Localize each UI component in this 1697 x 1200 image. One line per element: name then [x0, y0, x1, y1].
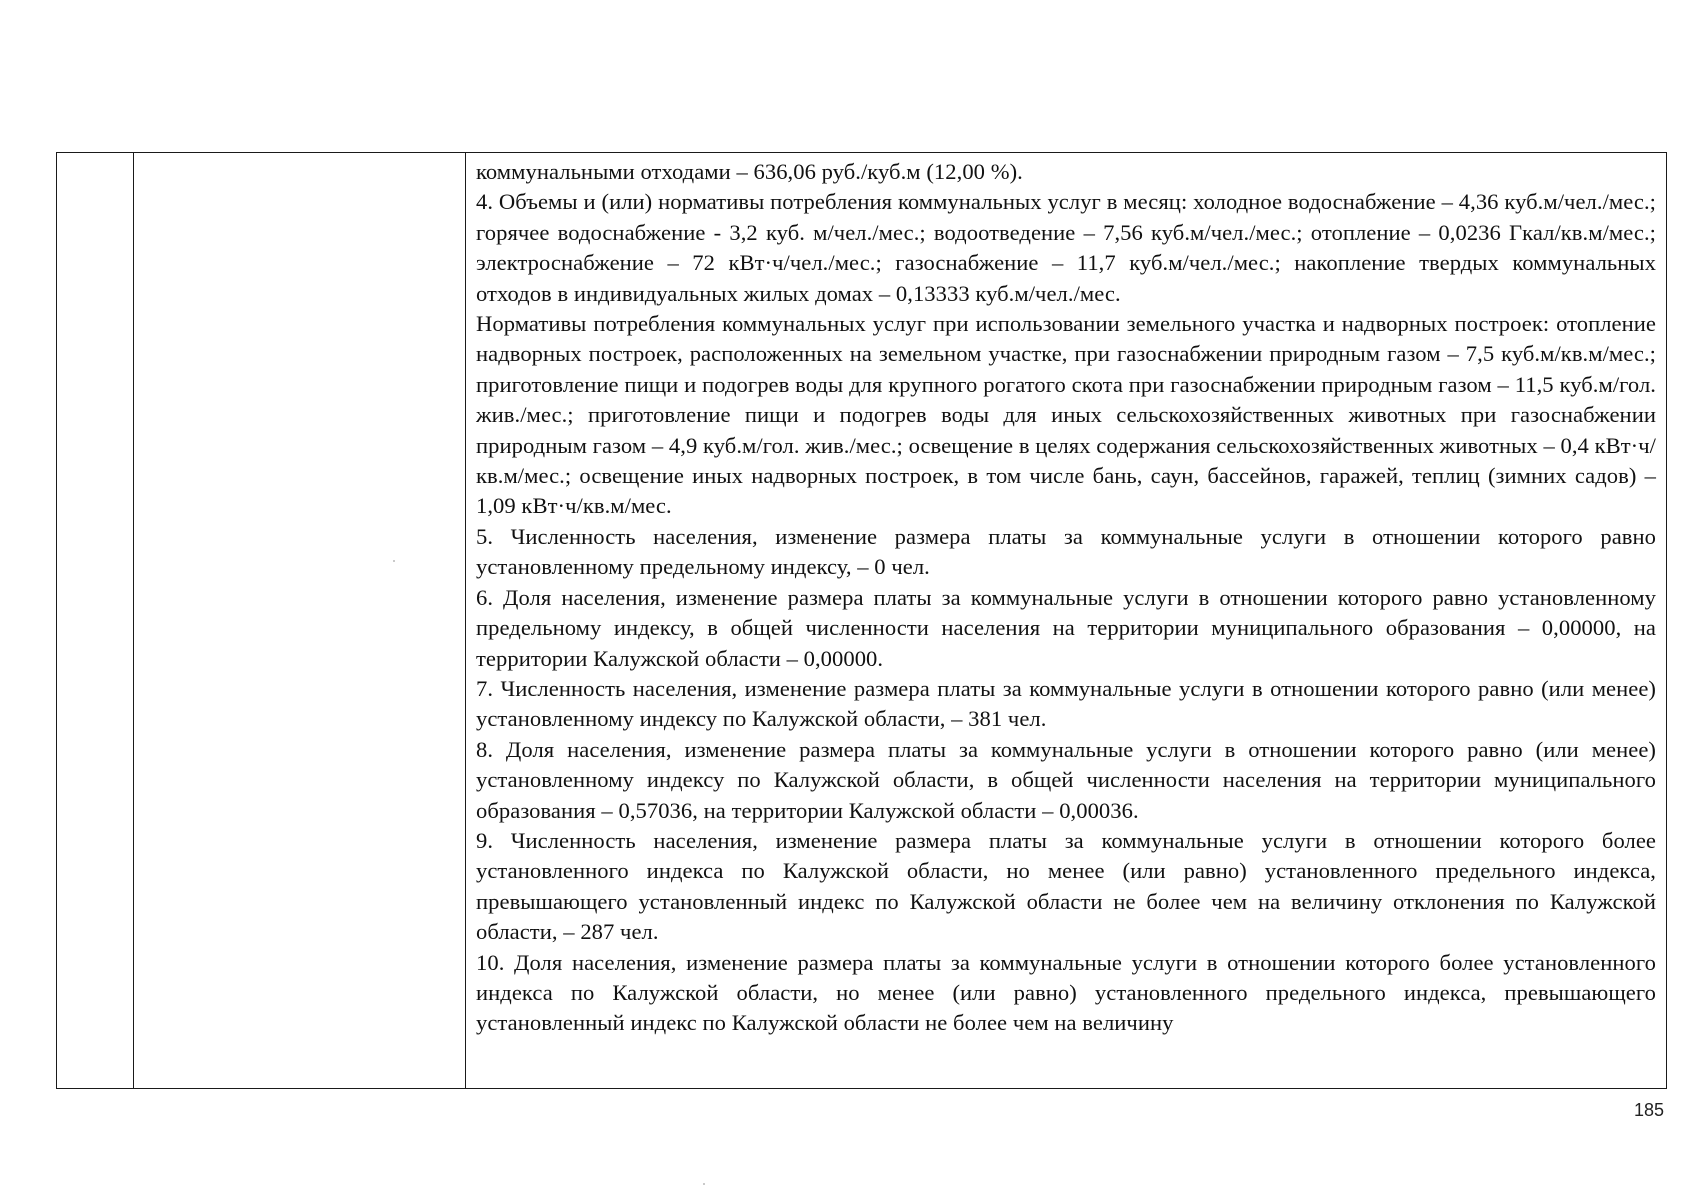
page-number: 185 [1633, 1100, 1664, 1120]
paragraph-item-10: 10. Доля населения, изменение размера платы за коммунальные услуги в отношении которого более установленного индекса по Калужской области, но менее (или равно) установленного предельного индекса, превышающего установленный индекс по Калужской области не более чем на величину [476, 949, 1656, 1036]
document-table [56, 152, 1667, 1089]
paragraph-item-9: 9. Численность населения, изменение размера платы за коммунальные услуги в отношении которого более установленного индекса по Калужской области, но менее (или равно) установленного предельного индекса, превышающего установленный индекс по Калужской области не более чем на величину отклонения по Калужской области, – 287 чел. [476, 827, 1656, 945]
paragraph-item-7: 7. Численность населения, изменение размера платы за коммунальные услуги в отношении которого равно (или менее) установленному индексу по Калужской области, – 381 чел. [476, 675, 1656, 732]
paragraph-continuation: коммунальными отходами – 636,06 руб./куб.м (12,00 %). [476, 159, 1023, 184]
table-column-number [57, 153, 134, 1088]
paragraph-norms: Нормативы потребления коммунальных услуг при использовании земельного участка и надворных построек: отопление надворных построек, расположенных на земельном участке, при газоснабжении природным газом – 7,5 куб.м/кв.м/мес.; приготовление пищи и подогрев воды для крупного рогатого скота при газоснабжении природным газом – 11,5 куб.м/гол. жив./мес.; приготовление пищи и подогрев воды для иных сельскохозяйственных животных при газоснабжении природным газом – 4,9 куб.м/гол. жив./мес.; освещение в целях содержания сельскохозяйственных животных – 0,4 кВт·ч/кв.м/мес.; освещение иных надворных построек, в том числе бань, саун, бассейнов, гаражей, теплиц (зимних садов) – 1,09 кВт·ч/кв.м/мес. [476, 311, 1656, 519]
table-column-content [466, 153, 1666, 1088]
scan-speck [393, 560, 395, 562]
paragraph-item-5: 5. Численность населения, изменение размера платы за коммунальные услуги в отношении которого равно установленному предельному индексу, – 0 чел. [476, 523, 1656, 580]
paragraph-item-8: 8. Доля населения, изменение размера платы за коммунальные услуги в отношении которого равно (или менее) установленному индексу по Калужской области, в общей численности населения на территории муниципального образования – 0,57036, на территории Калужской области – 0,00036. [476, 736, 1656, 823]
paragraph-item-4: 4. Объемы и (или) нормативы потребления коммунальных услуг в месяц: холодное водоснабжение – 4,36 куб.м/чел./мес.; горячее водоснабжение - 3,2 куб. м/чел./мес.; водоотведение – 7,56 куб.м/чел./мес.; отопление – 0,0236 Гкал/кв.м/мес.; электроснабжение – 72 кВт·ч/чел./мес.; газоснабжение – 11,7 куб.м/чел./мес.; накопление твердых коммунальных отходов в индивидуальных жилых домах – 0,13333 куб.м/чел./мес. [476, 189, 1656, 306]
table-column-name [134, 153, 466, 1088]
paragraph-item-6: 6. Доля населения, изменение размера платы за коммунальные услуги в отношении которого равно установленному предельному индексу, в общей численности населения на территории муниципального образования – 0,00000, на территории Калужской области – 0,00000. [476, 584, 1656, 671]
scan-speck [703, 1183, 705, 1185]
